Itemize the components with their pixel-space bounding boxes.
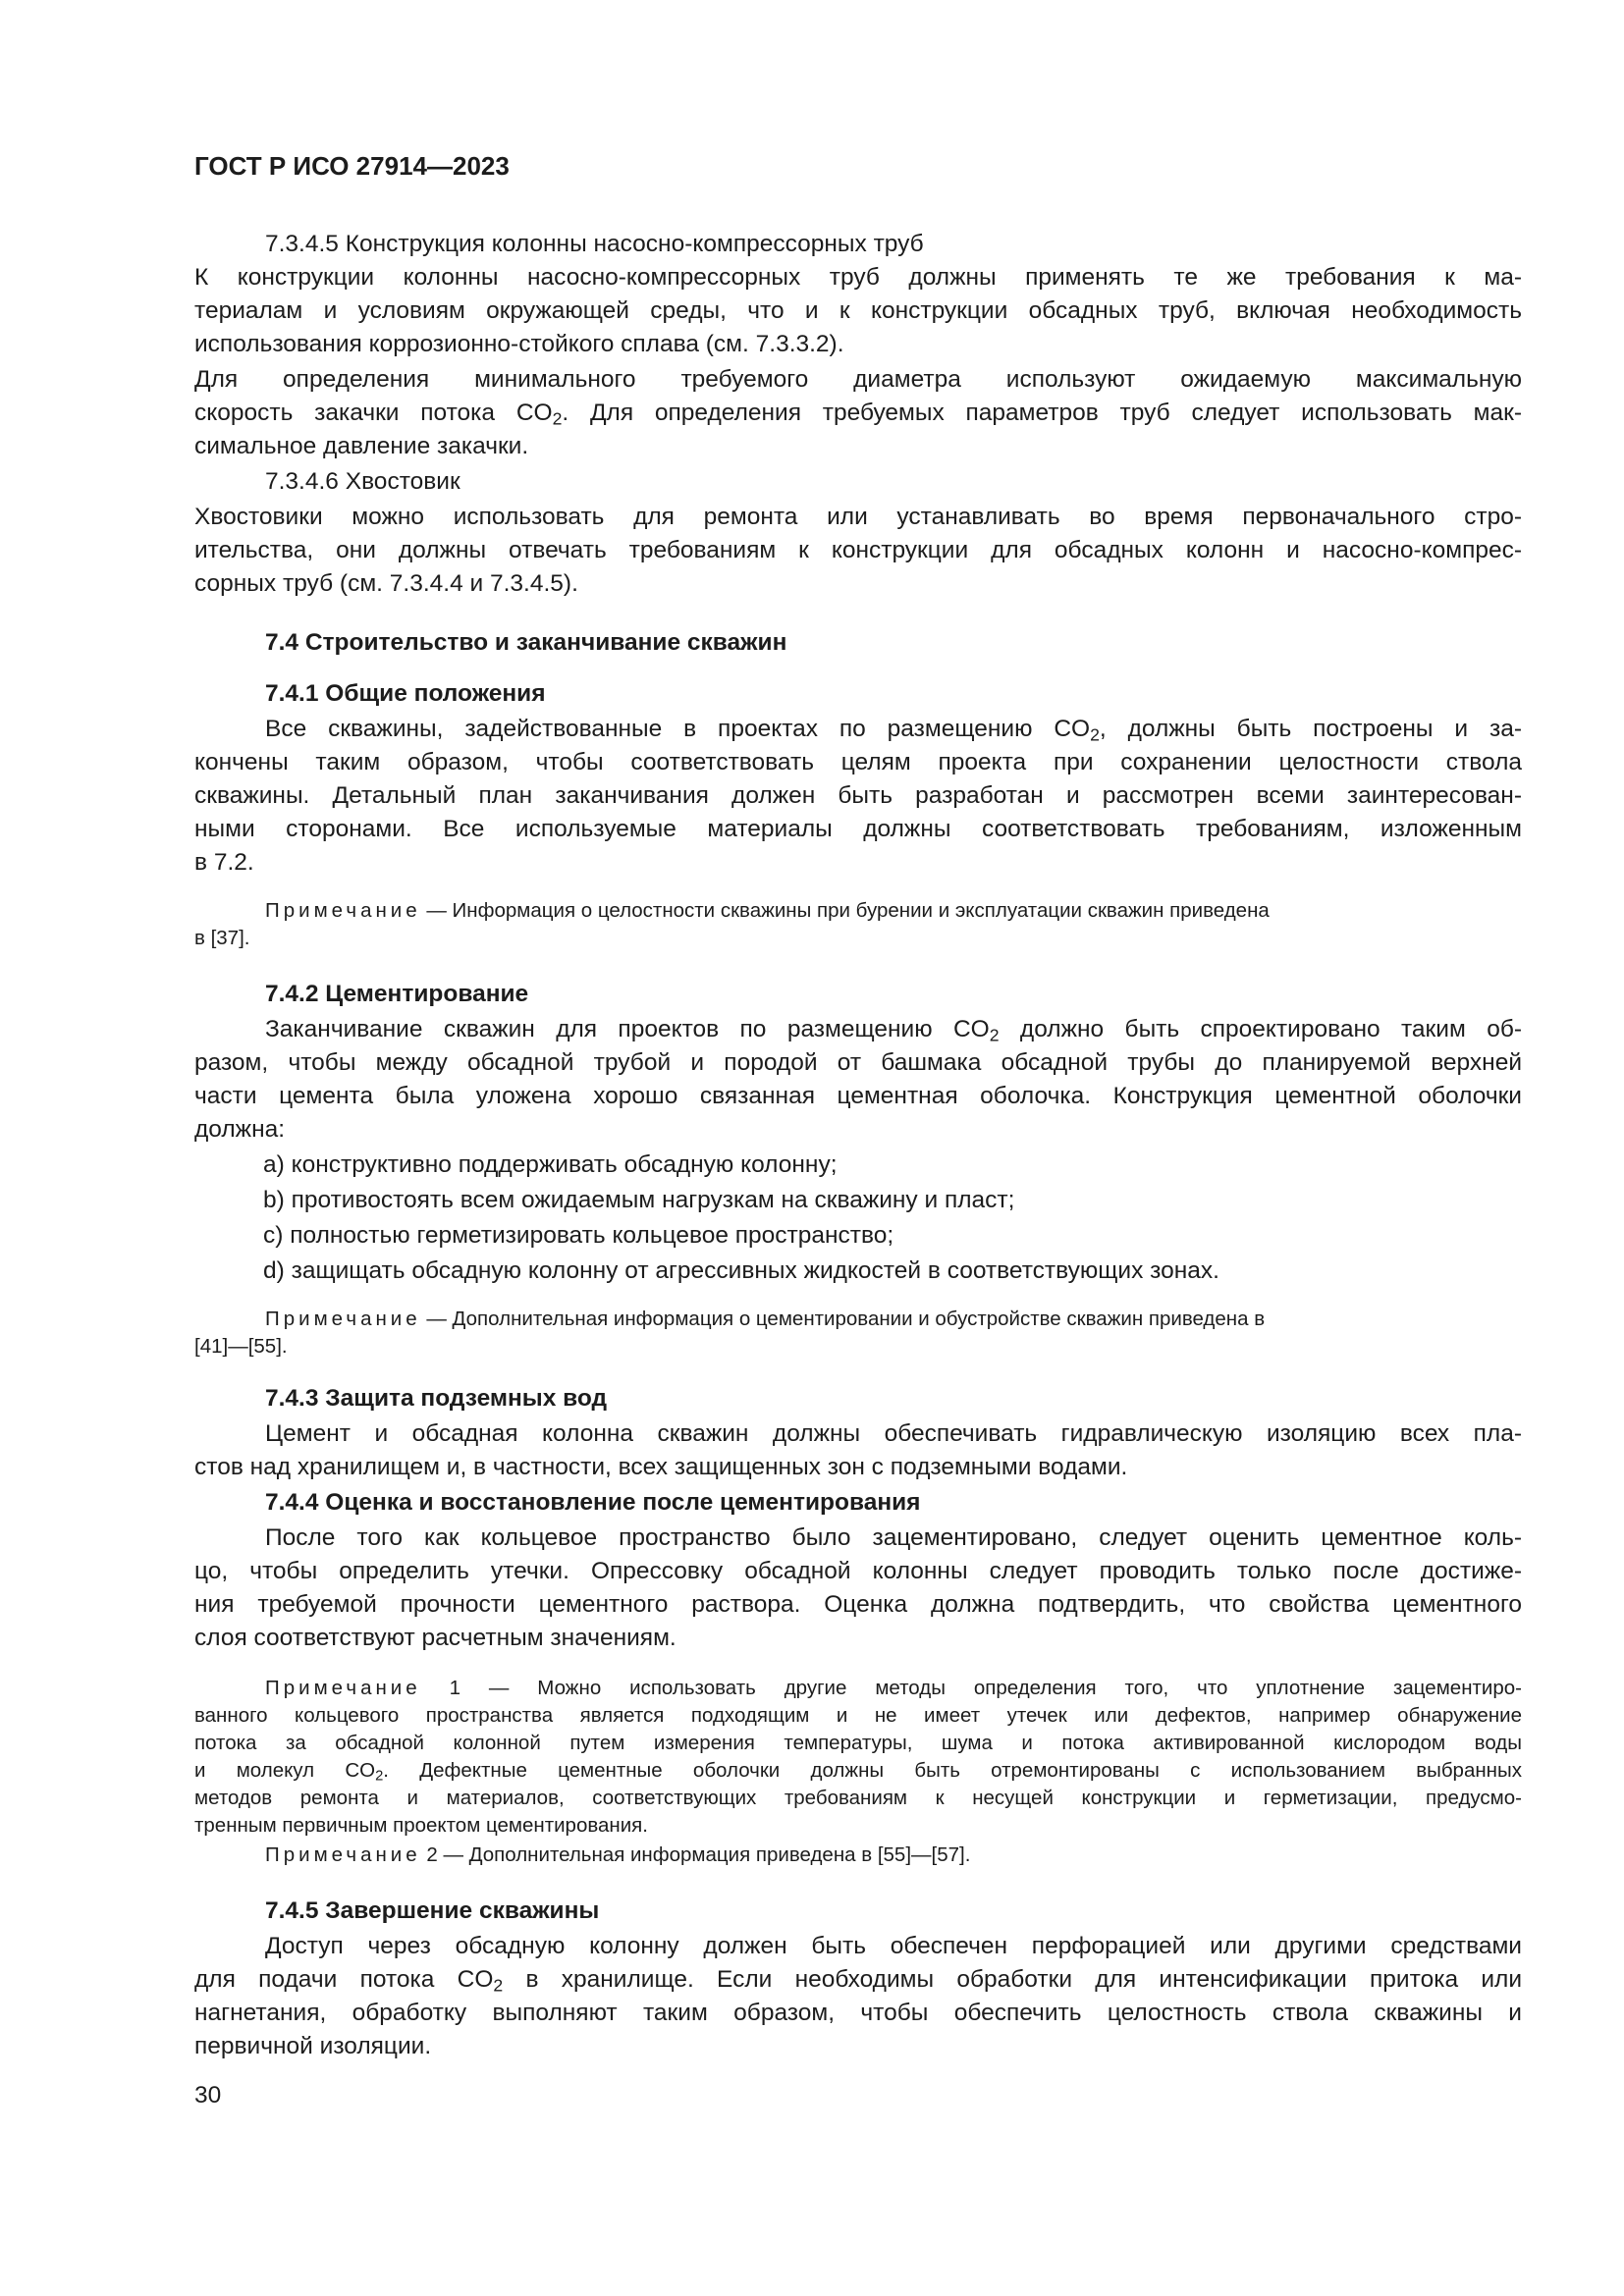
paragraph-line: К конструкции колонны насосно-компрессорных труб должны применять те же требования к ма- xyxy=(194,264,1522,291)
list-item: b) противостоять всем ожидаемым нагрузкам на скважину и пласт; xyxy=(263,1187,1015,1213)
note-line: ванного кольцевого пространства является подходящим и не имеет утечек или дефектов, например обнаружение xyxy=(194,1704,1522,1727)
paragraph-line: сорных труб (см. 7.3.4.4 и 7.3.4.5). xyxy=(194,570,578,597)
document-header: ГОСТ Р ИСО 27914—2023 xyxy=(194,151,510,181)
paragraph-line: Заканчивание скважин для проектов по размещению $CO_2$ должно быть спроектировано таким об- xyxy=(265,1016,1523,1045)
subsection-title-7-4-3: 7.4.3 Защита подземных вод xyxy=(265,1385,608,1412)
paragraph-line: Доступ через обсадную колонну должен быть обеспечен перфорацией или другими средствами xyxy=(265,1933,1522,1959)
note-line: и молекул $CO_2$. Дефектные цементные оболочки должны быть отремонтированы с использованием выбранных xyxy=(194,1759,1522,1785)
subsection-title-7-3-4-5: 7.3.4.5 Конструкция колонны насосно-компрессорных труб xyxy=(265,231,924,257)
paragraph-line: части цемента была уложена хорошо связанная цементная оболочка. Конструкция цементной оболочки xyxy=(194,1083,1522,1109)
list-item: a) конструктивно поддерживать обсадную колонну; xyxy=(263,1151,838,1178)
paragraph-line: Для определения минимального требуемого диаметра используют ожидаемую максимальную xyxy=(194,366,1522,393)
paragraph-line: Все скважины, задействованные в проектах по размещению $CO_2$, должны быть построены и за- xyxy=(265,716,1522,745)
paragraph-line: Хвостовики можно использовать для ремонта или устанавливать во время первоначального стро- xyxy=(194,504,1522,530)
note-line: методов ремонта и материалов, соответствующих требованиям к несущей конструкции и герметизации, предусмо- xyxy=(194,1787,1522,1809)
paragraph-line: первичной изоляции. xyxy=(194,2033,432,2059)
paragraph-line: ния требуемой прочности цементного раствора. Оценка должна подтвердить, что свойства цементного xyxy=(194,1591,1522,1618)
paragraph-line: Цемент и обсадная колонна скважин должны обеспечивать гидравлическую изоляцию всех пла- xyxy=(265,1420,1522,1447)
subsection-title-7-4-2: 7.4.2 Цементирование xyxy=(265,981,529,1007)
paragraph-line: для подачи потока $CO_2$ в хранилище. Если необходимы обработки для интенсификации притока или xyxy=(194,1966,1523,1996)
paragraph-line: ными сторонами. Все используемые материалы должны соответствовать требованиям, изложенным xyxy=(194,816,1522,842)
note-1: Примечание 1 — Можно использовать другие методы определения того, что уплотнение зацементиро- xyxy=(265,1677,1522,1699)
paragraph-line: ительства, они должны отвечать требованиям к конструкции для обсадных колонн и насосно-компрес- xyxy=(194,537,1522,563)
paragraph-line: слоя соответствуют расчетным значениям. xyxy=(194,1625,677,1651)
paragraph-line: должна: xyxy=(194,1116,286,1143)
subsection-title-7-4-1: 7.4.1 Общие положения xyxy=(265,680,546,707)
paragraph-line: нагнетания, обработку выполняют таким образом, чтобы обеспечить целостность ствола скважины и xyxy=(194,2000,1522,2026)
paragraph-line: разом, чтобы между обсадной трубой и породой от башмака обсадной трубы до планируемой верхней xyxy=(194,1049,1522,1076)
note-line: тренным первичным проектом цементирования. xyxy=(194,1814,648,1837)
subsection-title-7-4-4: 7.4.4 Оценка и восстановление после цементирования xyxy=(265,1489,921,1516)
page-number: 30 xyxy=(194,2082,222,2109)
paragraph-line: кончены таким образом, чтобы соответствовать целям проекта при сохранении целостности ствола xyxy=(194,749,1522,775)
paragraph-line: териалам и условиям окружающей среды, что и к конструкции обсадных труб, включая необходимость xyxy=(194,297,1522,324)
note-line: в [37]. xyxy=(194,927,250,949)
paragraph-line: цо, чтобы определить утечки. Опрессовку обсадной колонны следует проводить только после достиже- xyxy=(194,1558,1522,1584)
note-line: потока за обсадной колонной путем измерения температуры, шума и потока активированной кислородом воды xyxy=(194,1732,1522,1754)
paragraph-line: использования коррозионно-стойкого сплава (см. 7.3.3.2). xyxy=(194,331,844,357)
list-item: c) полностью герметизировать кольцевое пространство; xyxy=(263,1222,894,1249)
list-item: d) защищать обсадную колонну от агрессивных жидкостей в соответствующих зонах. xyxy=(263,1257,1219,1284)
subsection-title-7-3-4-6: 7.3.4.6 Хвостовик xyxy=(265,468,460,495)
note: Примечание — Информация о целостности скважины при бурении и эксплуатации скважин приведена xyxy=(265,899,1270,922)
note: Примечание — Дополнительная информация о цементировании и обустройстве скважин приведена в xyxy=(265,1308,1266,1330)
paragraph-line: скорость закачки потока $CO_2$. Для определения требуемых параметров труб следует использовать мак- xyxy=(194,400,1522,429)
paragraph-line: в 7.2. xyxy=(194,849,254,876)
note-line: [41]—[55]. xyxy=(194,1335,288,1358)
section-title-7-4: 7.4 Строительство и заканчивание скважин xyxy=(265,629,787,656)
paragraph-line: симальное давление закачки. xyxy=(194,433,529,459)
paragraph-line: скважины. Детальный план заканчивания должен быть разработан и рассмотрен всеми заинтересован- xyxy=(194,782,1522,809)
subsection-title-7-4-5: 7.4.5 Завершение скважины xyxy=(265,1897,600,1924)
paragraph-line: После того как кольцевое пространство было зацементировано, следует оценить цементное коль- xyxy=(265,1524,1522,1551)
note-2: Примечание 2 — Дополнительная информация приведена в [55]—[57]. xyxy=(265,1843,971,1866)
paragraph-line: стов над хранилищем и, в частности, всех защищенных зон с подземными водами. xyxy=(194,1454,1128,1480)
